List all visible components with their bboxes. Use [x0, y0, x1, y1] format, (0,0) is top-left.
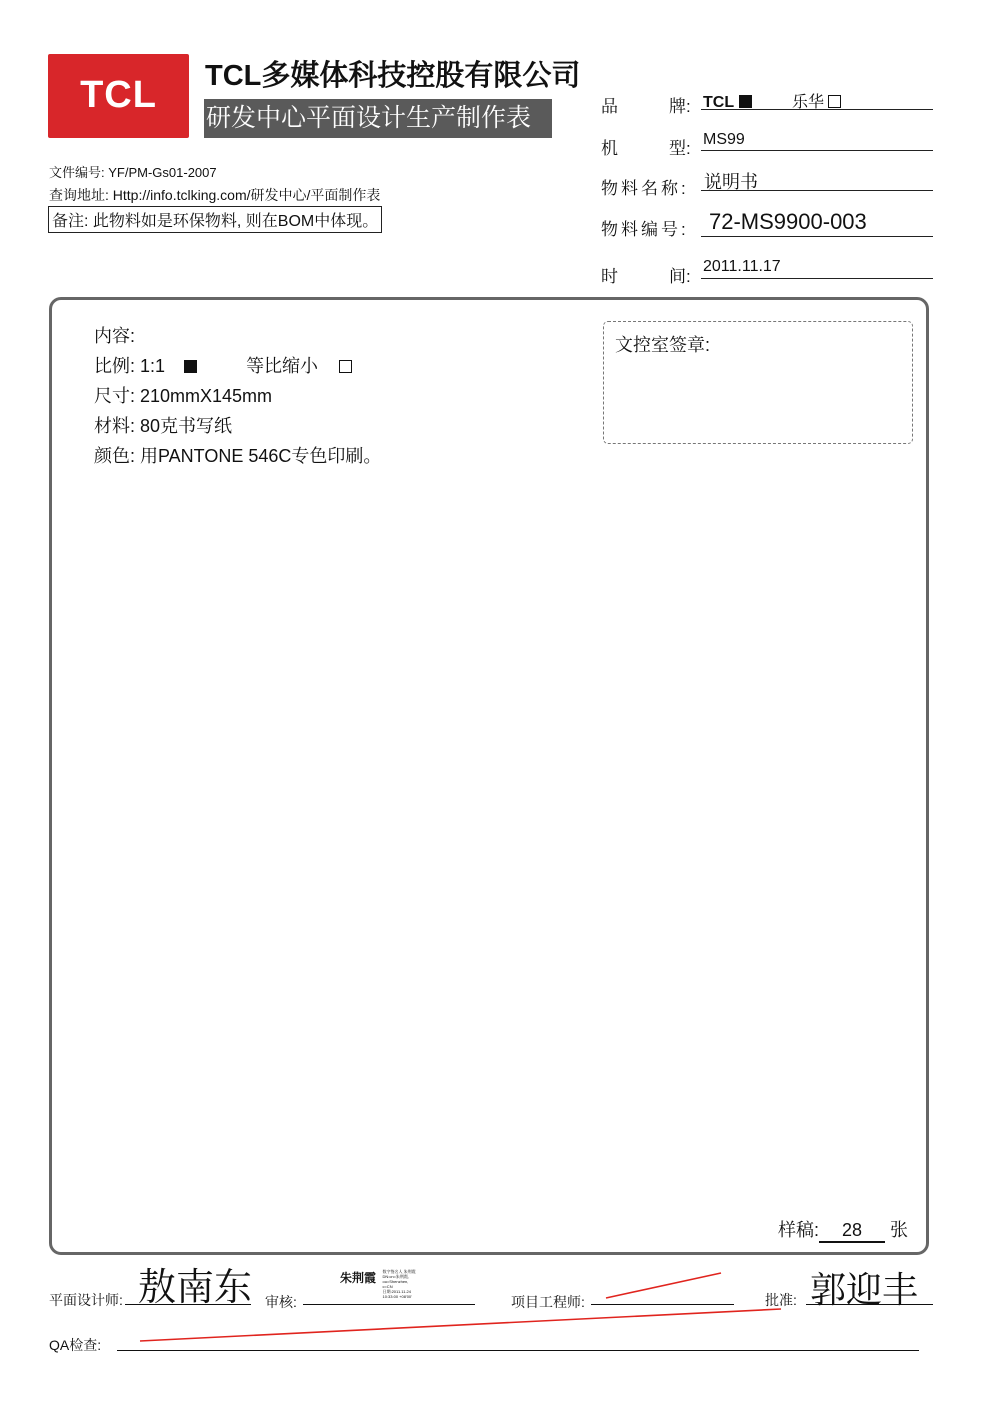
stamp-line: 日期:2011.11.24 — [382, 1289, 412, 1294]
qa-pen-stroke — [140, 1309, 781, 1341]
brand-tcl: TCL — [703, 94, 735, 111]
stamp-line: 数字签名人 朱荆霞 — [382, 1269, 416, 1274]
time-value: 2011.11.17 — [703, 258, 781, 275]
brand-lehua: 乐华 — [792, 94, 825, 111]
material-number-label: 物料编号: — [601, 220, 689, 239]
material-name-label: 物料名称: — [601, 179, 689, 198]
content-heading: 内容: — [94, 326, 136, 346]
time-label-char2: 间: — [669, 267, 691, 286]
model-label-char1: 机 — [601, 139, 618, 158]
reviewer-label: 审核: — [265, 1294, 297, 1310]
logo-text: TCL — [80, 74, 157, 116]
scale-alt-label: 等比缩小 — [246, 356, 319, 376]
color-line: 颜色: 用PANTONE 546C专色印刷。 — [94, 446, 382, 466]
remark-note: 备注: 此物料如是环保物料, 则在BOM中体现。 — [48, 206, 382, 233]
query-label: 查询地址: — [49, 187, 109, 203]
model-value: MS99 — [703, 131, 745, 148]
doc-control-label: 文控室签章: — [615, 335, 711, 355]
engineer-label: 项目工程师: — [511, 1294, 585, 1310]
material-name-value: 说明书 — [704, 172, 758, 192]
brand-label-char2: 牌: — [669, 97, 691, 116]
time-label-char1: 时 — [601, 267, 618, 286]
material-number-value: 72-MS9900-003 — [709, 209, 867, 234]
model-label-char2: 型: — [669, 139, 691, 158]
stamp-line: ou=Shenzhen, — [382, 1279, 409, 1284]
size-line: 尺寸: 210mmX145mm — [94, 386, 273, 406]
brand-label-char1: 品 — [601, 97, 618, 116]
approver-signature: 郭迎丰 — [810, 1270, 919, 1311]
sample-label: 样稿: — [778, 1220, 820, 1240]
designer-signature: 敖南东 — [138, 1265, 253, 1309]
stamp-line: 10:33:00 +08'00' — [382, 1294, 412, 1299]
sample-count: 28 — [819, 1220, 885, 1243]
reviewer-stamp-name: 朱荆霞 — [340, 1271, 377, 1285]
qa-label: QA检查: — [49, 1337, 102, 1353]
file-number-value: YF/PM-Gs01-2007 — [108, 165, 217, 180]
stamp-line: c=CN — [382, 1284, 393, 1289]
scale-label: 比例: 1:1 — [94, 356, 166, 376]
designer-label: 平面设计师: — [49, 1292, 123, 1308]
approver-label: 批准: — [765, 1292, 797, 1308]
sample-unit: 张 — [890, 1220, 909, 1240]
file-number-label: 文件编号: — [49, 165, 105, 180]
query-url: Http://info.tclking.com/研发中心/平面制作表 — [112, 187, 381, 203]
engineer-pen-stroke — [606, 1273, 721, 1298]
form-title: 研发中心平面设计生产制作表 — [204, 99, 552, 138]
company-name: TCL多媒体科技控股有限公司 — [205, 60, 581, 92]
stamp-line: DN:cn=朱荆霞, — [382, 1274, 410, 1279]
material-line: 材料: 80克书写纸 — [94, 416, 233, 436]
